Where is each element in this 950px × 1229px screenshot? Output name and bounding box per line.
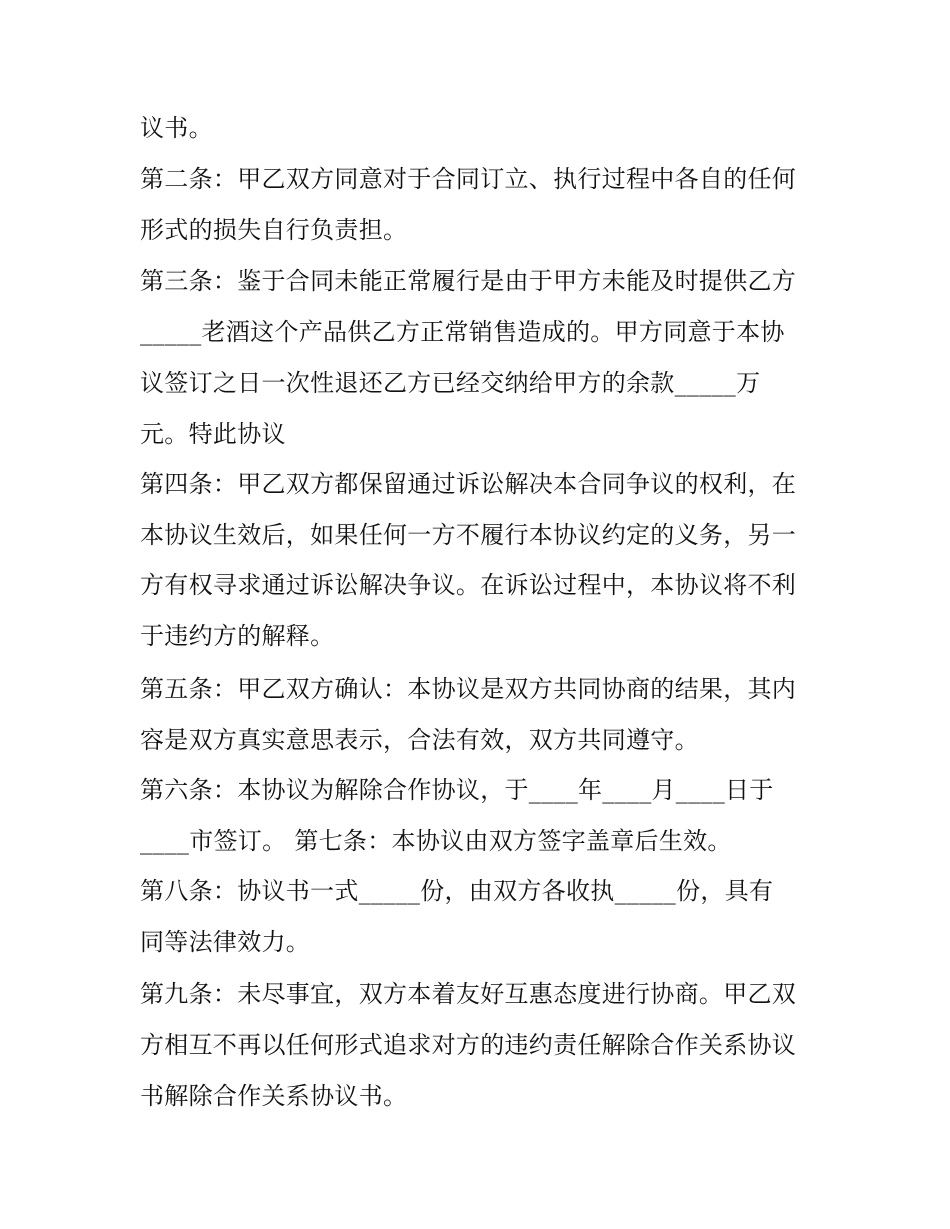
text-line: 第九条：未尽事宜，双方本着友好互惠态度进行协商。甲乙双 bbox=[140, 980, 797, 1008]
text-line: 议签订之日一次性退还乙方已经交纳给甲方的余款_____万 bbox=[140, 369, 761, 397]
text-line: 方有权寻求通过诉讼解决争议。在诉讼过程中，本协议将不利 bbox=[140, 571, 797, 599]
text-line: 书解除合作关系协议书。 bbox=[140, 1082, 408, 1110]
text-line: 方相互不再以任何形式追求对方的违约责任解除合作关系协议 bbox=[140, 1031, 797, 1059]
text-line: 形式的损失自行负责担。 bbox=[140, 216, 408, 244]
text-line: 第八条：协议书一式_____份，由双方各收执_____份，具有 bbox=[140, 877, 774, 905]
text-line: 容是双方真实意思表示，合法有效，双方共同遵守。 bbox=[140, 726, 699, 754]
text-line: 本协议生效后，如果任何一方不履行本协议约定的义务，另一 bbox=[140, 521, 797, 549]
text-line: 元。特此协议 bbox=[140, 420, 286, 448]
text-line: _____老酒这个产品供乙方正常销售造成的。甲方同意于本协 bbox=[140, 318, 785, 346]
text-line: ____市签订。 第七条：本协议由双方签字盖章后生效。 bbox=[140, 827, 732, 855]
text-line: 第六条：本协议为解除合作协议，于____年____月____日于 bbox=[140, 776, 774, 804]
text-line: 第五条：甲乙双方确认：本协议是双方共同协商的结果，其内 bbox=[140, 675, 797, 703]
text-line: 同等法律效力。 bbox=[140, 928, 311, 956]
text-line: 第三条：鉴于合同未能正常履行是由于甲方未能及时提供乙方 bbox=[140, 267, 797, 295]
text-line: 第四条：甲乙双方都保留通过诉讼解决本合同争议的权利，在 bbox=[140, 470, 797, 498]
text-line: 第二条：甲乙双方同意对于合同订立、执行过程中各自的任何 bbox=[140, 165, 797, 193]
text-line: 议书。 bbox=[140, 114, 213, 142]
text-line: 于违约方的解释。 bbox=[140, 622, 335, 650]
